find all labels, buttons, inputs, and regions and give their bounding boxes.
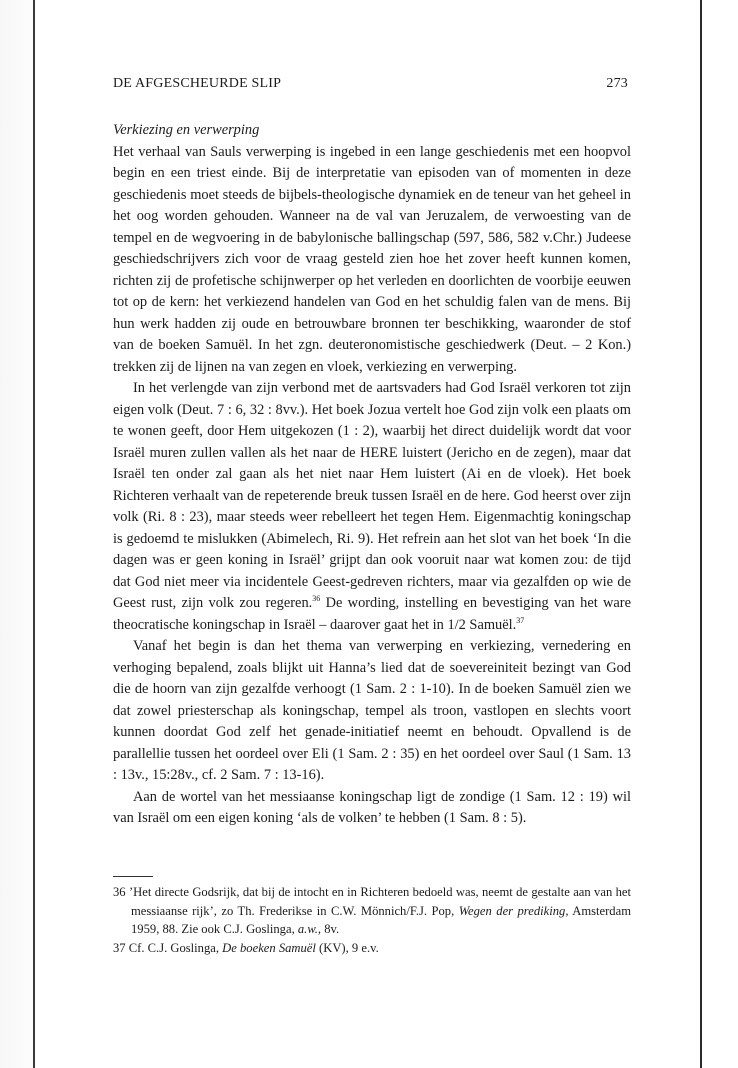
book-spine-edge: [33, 0, 35, 1068]
footnote-37-text-a: Cf. C.J. Goslinga,: [128, 940, 223, 955]
running-header: [113, 76, 628, 92]
footnote-36-text-a: ’Het directe Godsrijk, dat bij de intocht en in Richteren bedoeld was, neemt de gestalte aan van het messiaanse rijk’, zo Th. Frederikse in C.W. Mönnich/F.J. Pop,: [128, 885, 631, 918]
running-title: DE AFGESCHEURDE SLIP: [113, 76, 282, 91]
footnote-37-title: De boeken Samuël: [222, 940, 316, 955]
footnote-ref-36[interactable]: 36: [312, 594, 321, 603]
footnote-36: [113, 883, 631, 939]
footnote-37-text-b: (KV), 9 e.v.: [315, 940, 379, 955]
body-text: [113, 120, 631, 830]
paragraph-1: Het verhaal van Sauls verwerping is ingebed in een lange geschiedenis met een hoopvol begin en een triest einde. Bij de interpretatie van episoden van of momenten in deze geschiedenis moet steeds de bijbels-theologische dynamiek en de teneur van het geheel in het oog worden gehouden. Wanneer na de val van Jeruzalem, de verwoesting van de tempel en de wegvoering in de babylonische ballingschap (597, 586, 582 v.Chr.) Judeese geschiedschrijvers zich voor de vraag gesteld zien hoe het zover heeft kunnen komen, richten zij de profetische schijnwerper op het verleden en doorlichten de voorbije eeuwen tot op de kern: het verkiezend handelen van God en het schuldig falen van de mens. Bij hun werk hadden zij oude en betrouwbare bronnen ter beschikking, waaronder de stof van de boeken Samuël. In het zgn. deuteronomistische geschiedwerk (Deut. – 2 Kon.) trekken zij de lijnen na van zegen en vloek, verkiezing en verwerping.: [113, 143, 631, 375]
paragraph-2: [113, 378, 631, 636]
footnote-36-title: Wegen der prediking,: [458, 903, 569, 918]
paragraph-4: Aan de wortel van het messiaanse koningschap ligt de zondige (1 Sam. 12 : 19) wil van Israël om een eigen koning ‘als de volken’ te hebben (1 Sam. 8 : 5).: [113, 788, 631, 826]
footnote-36-aw: a.w.,: [297, 922, 322, 936]
footnote-36-text-b: Amsterdam 1959, 88. Zie ook C.J. Goslinga,: [131, 903, 631, 936]
section-subheading: Verkiezing en verwerping: [113, 122, 260, 138]
footnote-separator: [113, 876, 153, 877]
paragraph-2-text: In het verlengde van zijn verbond met de aartsvaders had God Israël verkoren tot zijn eigen volk (Deut. 7 : 6, 32 : 8vv.). Het boek Jozua vertelt hoe God zijn volk een plaats om te wonen geeft, door Hem uitgekozen (1 : 2), waarbij het direct duidelijk wordt dat voor Israël muren zullen vallen als het naar de HERE luistert (Jericho en de zegen), maar dat Israël ten onder zal gaan als het niet naar Hem luistert (Ai en de vloek). Het boek Richteren verhaalt van de repeterende breuk tussen Israël en de here. God heerst over zijn volk (Ri. 8 : 23), maar steeds weer rebelleert het tegen Hem. Eigenmachtig koningschap is gedoemd te mislukken (Abimelech, Ri. 9). Het refrein aan het slot van het boek ‘In die dagen was er geen koning in Israël’ grijpt dan ook vooruit naar wat komen zou: de tijd dat God niet meer via incidentele Geest-gedreven richters, maar via gezalfden op wie de Geest rust, zijn volk zou regeren.: [113, 380, 631, 611]
footnote-36-text-c: 8v.: [321, 922, 340, 936]
paragraph-2-end: De wording, instelling en bevestiging van het ware theocratische koningschap in Israël – daarover gaat het in 1/2 Samuël.: [113, 595, 631, 633]
page-left-margin: [0, 0, 34, 1068]
paragraph-3: Vanaf het begin is dan het thema van verwerping en verkiezing, vernedering en verhoging bepalend, zoals blijkt uit Hanna’s lied dat de soevereiniteit bezingt van God die de hoorn van zijn gezalfde verhoogt (1 Sam. 2 : 1-10). In de boeken Samuël zien we dat zowel priesterschap als koningschap, tempel als troon, vastlopen en slechts voort kunnen doordat God zelf het genade-initiatief neemt en behoudt. Opvallend is de parallellie tussen het oordeel over Eli (1 Sam. 2 : 35) en het oordeel over Saul (1 Sam. 13 : 13v., 15:28v., cf. 2 Sam. 7 : 13-16).: [113, 638, 631, 783]
footnote-36-number: 36: [113, 885, 126, 899]
footnote-ref-37[interactable]: 37: [516, 615, 525, 625]
footnotes: [113, 883, 631, 957]
page-number: 273: [606, 76, 628, 91]
page-right-edge: [700, 0, 702, 1068]
footnote-37-number: 37: [113, 940, 126, 955]
footnote-37: [113, 939, 631, 958]
